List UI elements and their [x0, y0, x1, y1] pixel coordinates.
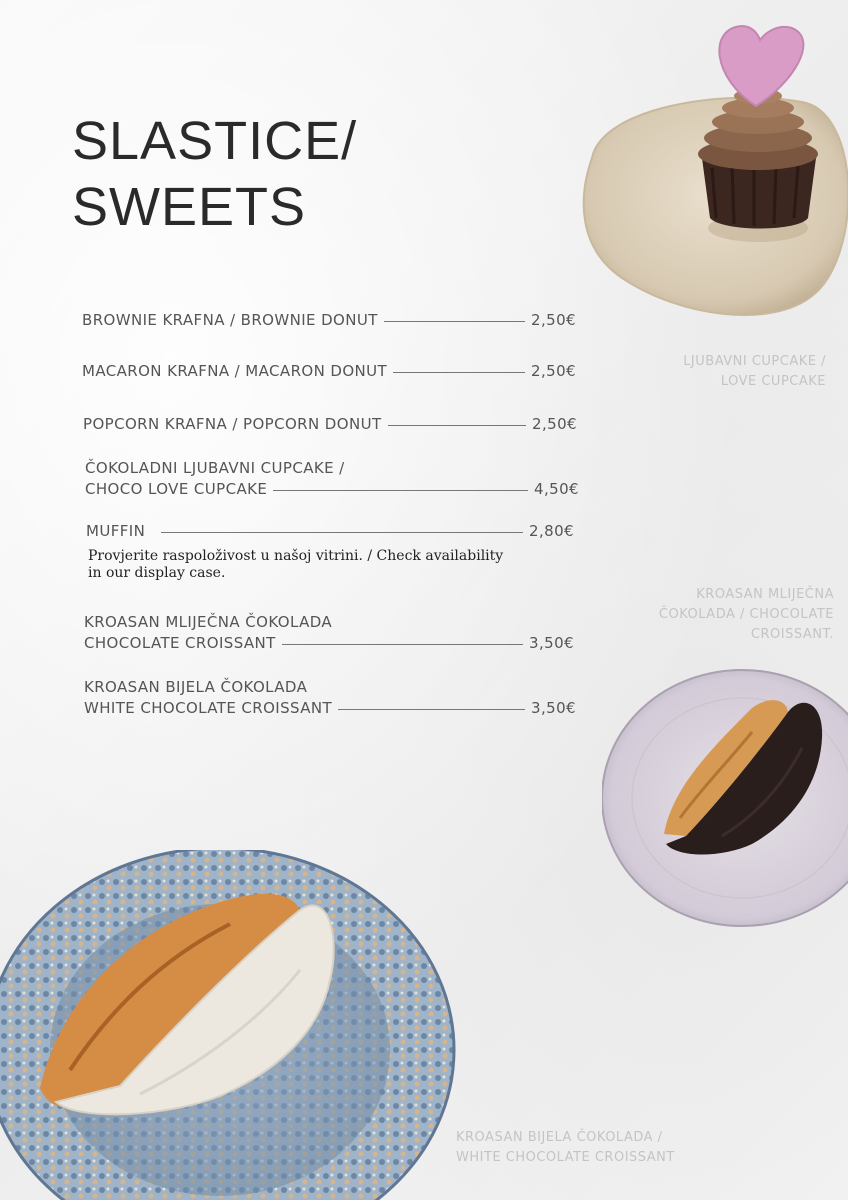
item-price: 2,50€	[531, 362, 576, 380]
item-price: 4,50€	[534, 480, 579, 498]
caption-line: ČOKOLADA / CHOCOLATE	[658, 607, 834, 622]
availability-note: Provjerite raspoloživost u našoj vitrini. / Check availability in our display case.	[88, 548, 504, 581]
menu-item-chocolate-croissant	[84, 613, 574, 655]
caption-chocolate-croissant	[659, 585, 834, 645]
item-name: POPCORN KRAFNA / POPCORN DONUT	[83, 415, 382, 433]
item-name-line-1: KROASAN BIJELA ČOKOLADA	[84, 678, 308, 696]
white-chocolate-croissant-photo	[0, 850, 456, 1200]
caption-line: KROASAN MLIJEČNA	[696, 587, 834, 602]
item-name: MUFFIN	[86, 522, 146, 540]
leader-line	[282, 644, 523, 645]
item-name-line-1: KROASAN MLIJEČNA ČOKOLADA	[84, 613, 333, 631]
item-price: 2,50€	[531, 311, 576, 329]
page-title-line-2: SWEETS	[72, 177, 307, 237]
leader-line	[393, 372, 525, 373]
chocolate-croissant-photo	[602, 668, 848, 930]
caption-white-chocolate-croissant	[456, 1128, 675, 1168]
caption-line: CROISSANT.	[750, 627, 834, 642]
menu-item-muffin	[86, 522, 574, 543]
caption-line: LOVE CUPCAKE	[720, 374, 826, 389]
leader-line	[388, 425, 527, 426]
menu-item-white-chocolate-croissant	[84, 678, 576, 720]
leader-line	[273, 490, 528, 491]
menu-item-brownie-donut	[82, 311, 576, 332]
item-name: CHOCO LOVE CUPCAKE	[85, 480, 268, 498]
caption-line: WHITE CHOCOLATE CROISSANT	[456, 1150, 675, 1165]
caption-line: KROASAN BIJELA ČOKOLADA /	[456, 1130, 663, 1145]
menu-item-popcorn-donut	[83, 415, 577, 436]
item-name: BROWNIE KRAFNA / BROWNIE DONUT	[82, 311, 378, 329]
page-title	[72, 108, 357, 240]
love-cupcake-photo	[572, 18, 848, 322]
leader-line	[338, 709, 525, 710]
item-name: CHOCOLATE CROISSANT	[84, 634, 276, 652]
menu-item-macaron-donut	[82, 362, 576, 383]
caption-love-cupcake	[683, 352, 826, 392]
caption-line: LJUBAVNI CUPCAKE /	[683, 354, 826, 369]
leader-line	[161, 532, 523, 533]
leader-line	[384, 321, 525, 322]
item-name-line-1: ČOKOLADNI LJUBAVNI CUPCAKE /	[85, 459, 345, 477]
menu-item-choco-love-cupcake	[85, 459, 579, 501]
page-title-line-1: SLASTICE/	[72, 111, 358, 171]
item-price: 3,50€	[529, 634, 574, 652]
item-price: 3,50€	[531, 699, 576, 717]
item-name: MACARON KRAFNA / MACARON DONUT	[82, 362, 388, 380]
item-price: 2,80€	[529, 522, 574, 540]
item-price: 2,50€	[532, 415, 577, 433]
item-name: WHITE CHOCOLATE CROISSANT	[84, 699, 333, 717]
